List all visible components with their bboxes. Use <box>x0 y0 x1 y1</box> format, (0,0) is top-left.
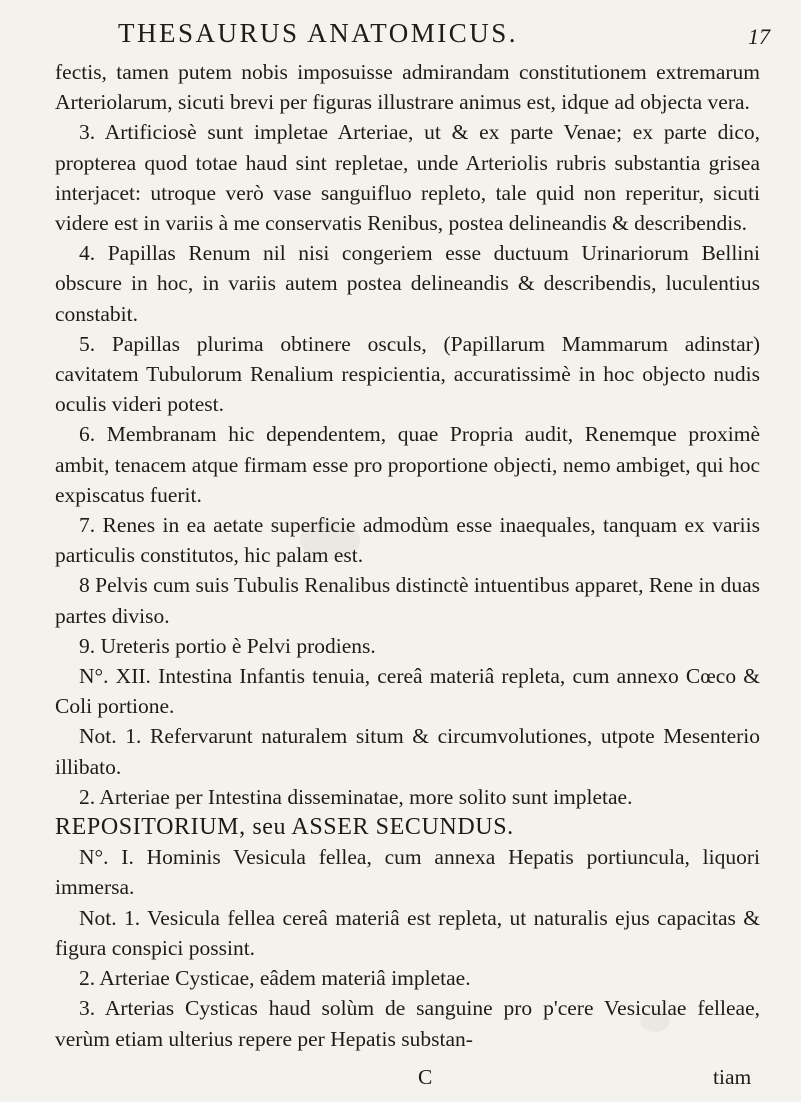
body-part-2 <box>55 842 760 1053</box>
paragraph: 2. Arteriae per Intestina disseminatae, more solito sunt impletae. <box>79 784 633 809</box>
paragraph: 3. Arterias Cysticas haud solùm de sanguine pro p'cere Vesiculae felleae, verùm etiam ulterius repere per Hepatis substan- <box>55 996 760 1051</box>
paragraph: 6. Membranam hic dependentem, quae Propria audit, Renemque proximè ambit, tenacem atque firmam esse pro proportione objecti, nemo ambiget, qui hoc expiscatus fuerit. <box>55 422 760 507</box>
paragraph: Not. 1. Vesicula fellea cereâ materiâ est repleta, ut naturalis ejus capacitas & figura conspici possint. <box>55 905 760 960</box>
running-title: THESAURUS ANATOMICUS. <box>118 18 519 48</box>
paragraph: N°. I. Hominis Vesicula fellea, cum annexa Hepatis portiuncula, liquori immersa. <box>55 845 760 900</box>
section-heading: REPOSITORIUM, seu ASSER SECUNDUS. <box>55 814 514 841</box>
body-text <box>55 57 760 1054</box>
paragraph: 3. Artificiosè sunt impletae Arteriae, ut & ex parte Venae; ex parte dico, propterea quod totae haud sint repletae, unde Arteriolis rubris substantia grisea interjacet: utroque verò vase sanguifluo repleto, tale quid non reperitur, sicuti videre est in variis à me conservatis Renibus, postea delineandis & describendis. <box>55 120 760 236</box>
paragraph: 5. Papillas plurima obtinere osculs, (Papillarum Mammarum adinstar) cavitatem Tubulorum Renalium respicientia, accuratissimè in hoc objecto nudis oculis videri potest. <box>55 331 760 417</box>
signature-mark: C <box>418 1065 433 1089</box>
running-header <box>118 18 770 49</box>
paragraph: N°. XII. Intestina Infantis tenuia, cereâ materiâ repleta, cum annexo Cœco & Coli portione. <box>55 664 760 719</box>
paragraph: fectis, tamen putem nobis imposuisse admirandam constitutionem extremarum Arteriolarum, sicuti brevi per figuras illustrare animus est, idque ad objecta vera. <box>55 60 760 115</box>
paragraph: 8 Pelvis cum suis Tubulis Renalibus distinctè intuentibus apparet, Rene in duas partes diviso. <box>55 573 760 628</box>
paragraph: Not. 1. Refervarunt naturalem situm & circumvolutiones, utpote Mesenterio illibato. <box>55 724 760 779</box>
body-part-1 <box>55 57 760 812</box>
paragraph: 7. Renes in ea aetate superficie admodùm esse inaequales, tanquam ex variis particulis constitutos, hic palam est. <box>55 513 760 568</box>
catchword: tiam <box>713 1065 752 1089</box>
paragraph: 9. Ureteris portio è Pelvi prodiens. <box>79 633 376 658</box>
page-number: 17 <box>748 24 770 49</box>
paragraph: 4. Papillas Renum nil nisi congeriem esse ductuum Urinariorum Bellini obscure in hoc, in variis autem postea delineandis & describendis, luculentius constabit. <box>55 241 760 326</box>
signature-line <box>0 1065 801 1095</box>
paragraph: 2. Arteriae Cysticae, eâdem materiâ impletae. <box>79 966 471 991</box>
